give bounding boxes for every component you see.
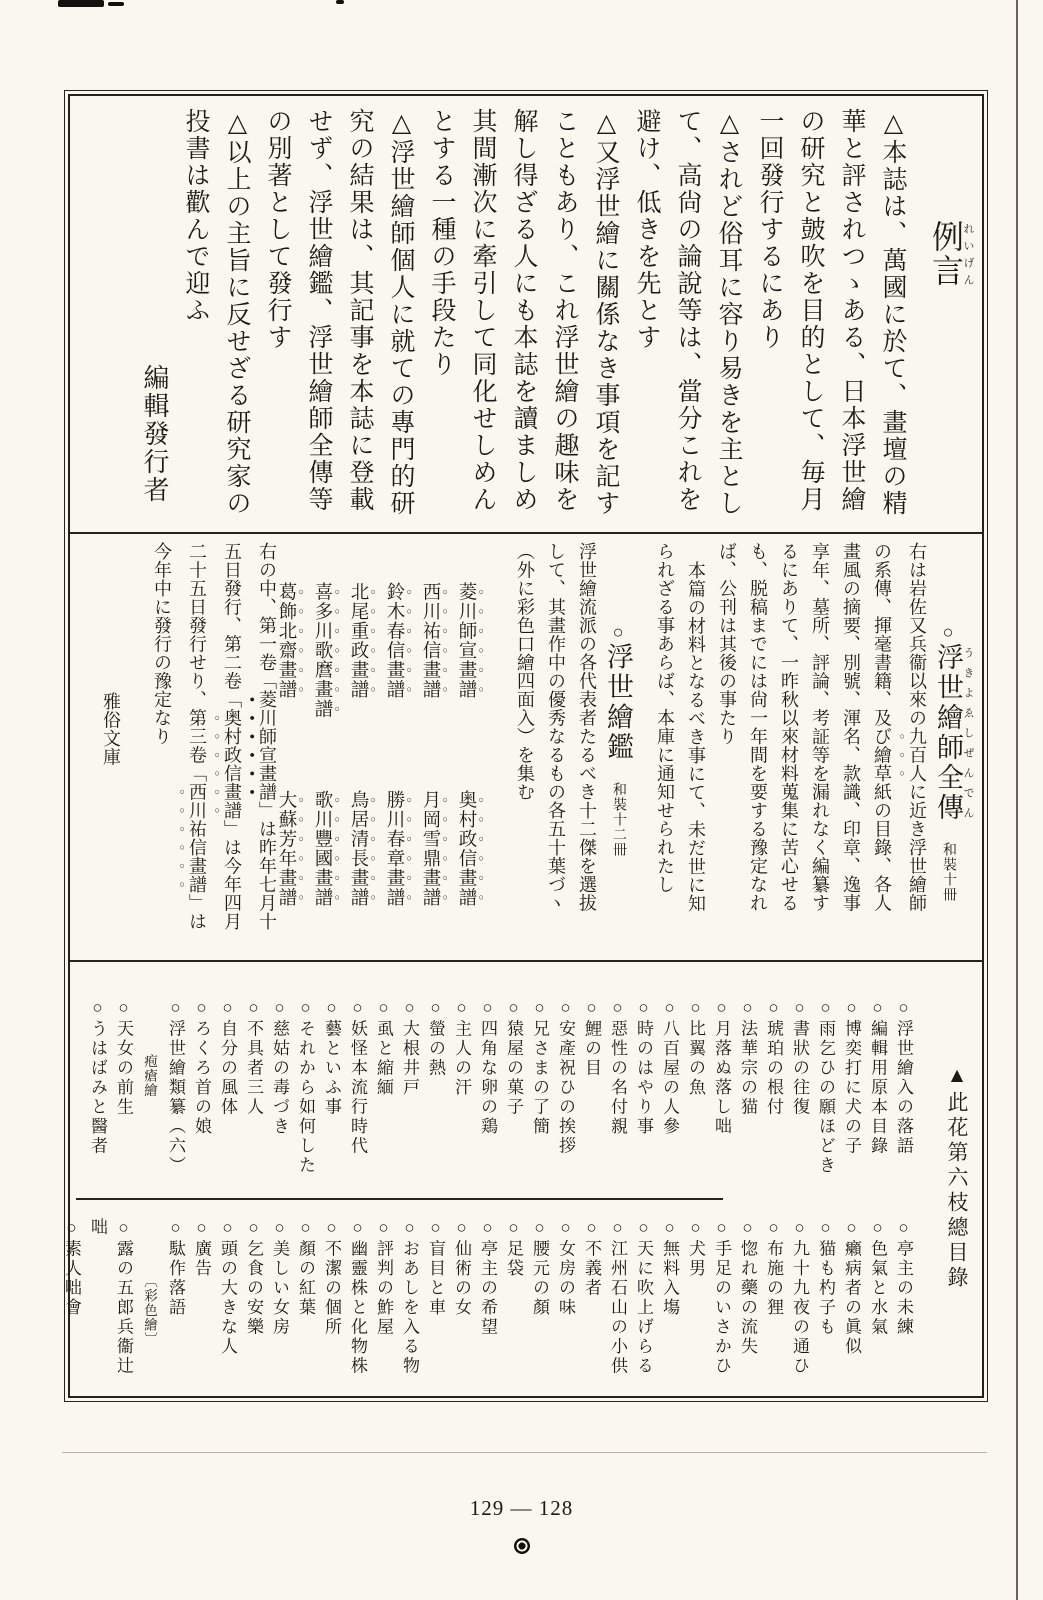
text-column: 浮世繪流派の各代表者たるべき十二傑を選拔 bbox=[577, 542, 597, 912]
contents-item: ○手足のいさかひ bbox=[712, 1218, 731, 1376]
contents-item: ○無料入塲 bbox=[660, 1218, 679, 1318]
contents-item: ○天女の前生 bbox=[114, 998, 133, 1117]
contents-item: ○比翼の魚 bbox=[686, 998, 705, 1098]
text-column: 享年、墓所、評論、考証等を漏れなく編纂す bbox=[810, 542, 830, 912]
page-frame bbox=[64, 90, 988, 1402]
text-column: △本誌は、萬國に於て、畫壇の精 bbox=[879, 108, 906, 517]
contents-item: ○博奕打に犬の子 bbox=[842, 998, 861, 1156]
contents-item: ○顏の紅葉 bbox=[296, 1218, 315, 1318]
book-list bbox=[276, 542, 486, 956]
text-column: も、脱稿までには尙一年間を要する豫定なれ bbox=[748, 542, 768, 912]
contents-item: ○色氣と水氣 bbox=[868, 1218, 887, 1337]
text-column: 投書は歡んで迎ふ bbox=[182, 108, 209, 324]
contents-item: ○八百屋の人參 bbox=[660, 998, 679, 1137]
circle-mark: ○ bbox=[608, 622, 628, 643]
section-divider bbox=[70, 532, 982, 534]
book-title: 鈴木春信畫譜 bbox=[384, 582, 404, 699]
text-column: 右の中、第一卷「菱川師宣畫譜」は昨年七月十 bbox=[257, 542, 277, 931]
text-column: の別著として發行す bbox=[264, 108, 291, 351]
text-column: 避け、低きを先とす bbox=[633, 108, 660, 351]
contents-item: ○幽靈株と化物株 bbox=[348, 1218, 367, 1376]
contents-item: ○美しい女房 bbox=[270, 1218, 289, 1337]
contents-item: ○自分の風体 bbox=[218, 998, 237, 1117]
text-column: とする一種の手段たり bbox=[428, 108, 455, 378]
book-title: 勝川春章畫譜 bbox=[384, 790, 404, 907]
text-column: の研究と皷吹を目的として、毎月 bbox=[797, 108, 824, 513]
page-numbers: 129 — 128 bbox=[469, 1496, 574, 1520]
text-column: 華と評されつゝある、日本浮世繪 bbox=[838, 108, 865, 513]
publisher-name: 雅俗文庫 bbox=[101, 692, 121, 766]
contents-item: ○時のはやり事 bbox=[634, 998, 653, 1137]
contents-item: ○露の五郎兵衞辻咄 bbox=[88, 1218, 133, 1376]
book-title: 鳥居清長畫譜 bbox=[348, 790, 368, 907]
circle-mark: ○ bbox=[938, 622, 958, 643]
contents-item: ○琥珀の根付 bbox=[764, 998, 783, 1117]
contents-sub-label: 疱瘡繪 bbox=[142, 1054, 157, 1098]
contents-item: ○兄さまの了簡 bbox=[530, 998, 549, 1137]
kagami-group bbox=[492, 542, 634, 956]
contents-item: ○おあしを入る物 bbox=[400, 1218, 419, 1376]
contents-item: ○うはばみと醫者 bbox=[88, 998, 107, 1156]
book-title: 歌川豐國畫譜 bbox=[312, 790, 332, 907]
contents-item: ○評判の鮓屋 bbox=[374, 1218, 393, 1337]
contents-item: ○江州石山の小供 bbox=[608, 1218, 627, 1376]
contents-item: ○それから如何した bbox=[296, 998, 315, 1176]
text-column: △以上の主旨に反せざる研究家の bbox=[223, 108, 250, 517]
book-title: 奥村政信畫譜 bbox=[456, 790, 476, 907]
book-title: 北尾重政畫譜 bbox=[348, 582, 368, 699]
contents-item: ○盲目と車 bbox=[426, 1218, 445, 1318]
emphasized-text: 奥村政信畫譜 bbox=[222, 708, 242, 820]
reigen-title-ruby: 例言れいげん bbox=[928, 220, 974, 288]
bullseye-mark bbox=[514, 1538, 530, 1554]
text-column: △又浮世繪に關係なき事項を記す bbox=[592, 108, 619, 517]
contents-item: ○九十九夜の通ひ bbox=[790, 1218, 809, 1376]
text-column: 右は岩佐又兵衞以來の九百人に近き浮世繪師 bbox=[907, 542, 927, 912]
text-column: ば、公刊は其後の事たり bbox=[717, 542, 737, 746]
contents-top-band bbox=[76, 998, 916, 1194]
text-column: 畫風の摘要、別號、渾名、款識、印章、逸事 bbox=[841, 542, 861, 912]
text-column: られざる事あらば、本庫に通知せられたし bbox=[655, 542, 675, 894]
zenden-title-ruby: 浮世繪師全傳 うきよゑしぜんでん bbox=[933, 642, 974, 823]
contents-item: ○ろくろ首の娘 bbox=[192, 998, 211, 1137]
contents-section bbox=[62, 968, 974, 1392]
book-title: 西川祐信畫譜 bbox=[420, 582, 440, 699]
contents-item: ○足袋 bbox=[504, 1218, 523, 1279]
contents-item: ○主人の汗 bbox=[452, 998, 471, 1098]
kagami-title: ○浮世繪鑑 和裝十二冊 bbox=[603, 622, 633, 857]
contents-item: ○藝といふ事 bbox=[322, 998, 341, 1117]
text-column: るにありて、一昨秋以來材料蒐集に苦心せる bbox=[779, 542, 799, 912]
scan-artifact bbox=[108, 2, 124, 6]
text-column: △されど俗耳に容り易きを主とし bbox=[715, 108, 742, 517]
text-column: して、其畫作中の優秀なるもの各五十葉づヽ bbox=[546, 542, 566, 912]
text-column: 一回發行するにあり bbox=[756, 108, 783, 351]
book-list-row-2 bbox=[276, 790, 486, 960]
text-column: 其間漸次に牽引して同化せしめん bbox=[469, 108, 496, 513]
band-divider bbox=[76, 1198, 723, 1200]
reigen-flow bbox=[76, 108, 974, 526]
prospectus-section bbox=[76, 542, 974, 956]
contents-item: ○惡性の名付親 bbox=[608, 998, 627, 1137]
zenden-title bbox=[932, 542, 974, 956]
contents-item: ○駄作落語 bbox=[166, 1218, 185, 1318]
contents-item: ○女房の味 bbox=[556, 1218, 575, 1318]
book-title: 大蘇芳年畫譜 bbox=[276, 790, 296, 907]
editor-signature: 編輯發行者 bbox=[140, 364, 169, 504]
text-column: せず、浮世繪鑑、浮世繪師全傳等 bbox=[305, 108, 332, 513]
scan-artifact bbox=[58, 0, 104, 7]
publisher-group bbox=[80, 542, 126, 956]
contents-item: ○癩病者の眞似 bbox=[842, 1218, 861, 1357]
text-column: （外に彩色口繪四面入）を集む bbox=[515, 542, 535, 801]
contents-item: ○月落ぬ落し咄 bbox=[712, 998, 731, 1137]
binding-note: 和裝十二冊 bbox=[611, 781, 626, 857]
text-column: て、高尙の論說等は、當分これを bbox=[674, 108, 701, 513]
book-title: 月岡雪鼎畫譜 bbox=[420, 790, 440, 907]
text-column: 究の結果は、其記事を本誌に登載 bbox=[346, 108, 373, 513]
contents-item: ○慈姑の毒づき bbox=[270, 998, 289, 1137]
emphasized-text: 菱川師宣畫譜 bbox=[257, 690, 277, 801]
contents-item: ○廣告 bbox=[192, 1218, 211, 1279]
zenden-group bbox=[642, 542, 974, 956]
book-title: 喜多川歌麿畫譜 bbox=[312, 582, 332, 719]
section-divider bbox=[70, 960, 982, 962]
contents-item: ○不義者 bbox=[582, 1218, 601, 1298]
contents-item: ○妖怪本流行時代 bbox=[348, 998, 367, 1156]
footer-rule bbox=[62, 1452, 987, 1453]
text-column: 二十五日發行せり、第三卷「西川祐信畫譜」は bbox=[187, 542, 207, 931]
contents-sub-label: 〔彩色繪〕 bbox=[142, 1274, 157, 1347]
contents-item: ○安產祝ひの挨拶 bbox=[556, 998, 575, 1156]
reigen-section bbox=[76, 108, 974, 526]
contents-item: ○鯉の目 bbox=[582, 998, 601, 1078]
text-column: 本篇の材料となるべき事にて、未だ世に知 bbox=[686, 561, 706, 913]
text-column: 解し得ざる人にも本誌を讀ましめ bbox=[510, 108, 537, 513]
emphasized-text: 西川祐信畫譜 bbox=[187, 782, 207, 894]
page-gutter-line bbox=[1016, 0, 1018, 1600]
publication-schedule-group bbox=[152, 542, 282, 956]
contents-item: ○猫も杓子も bbox=[816, 1218, 835, 1337]
text-column: 今年中に發行の豫定なり bbox=[152, 542, 172, 746]
emphasized-text: 九百人 bbox=[907, 727, 927, 783]
contents-item: ○犬男 bbox=[686, 1218, 705, 1279]
text-column: 五日發行、第二卷「奥村政信畫譜」は今年四月 bbox=[222, 542, 242, 931]
contents-item: ○編輯用原本目錄 bbox=[868, 998, 887, 1156]
contents-item: ○素人咄會 bbox=[62, 1218, 81, 1318]
contents-item: ○浮世繪入の落語 bbox=[894, 998, 913, 1156]
text-column: こともあり、これ浮世繪の趣味を bbox=[551, 108, 578, 513]
scan-artifact bbox=[336, 0, 344, 4]
contents-item: ○天に吹上げらる bbox=[634, 1218, 653, 1376]
contents-item: ○不具者三人 bbox=[244, 998, 263, 1117]
contents-bottom-band bbox=[62, 1218, 916, 1390]
contents-item: ○腰元の顏 bbox=[530, 1218, 549, 1318]
page-frame-inner bbox=[62, 94, 984, 1398]
contents-item: ○亭主の未練 bbox=[894, 1218, 913, 1337]
contents-item: ○虱と縮緬 bbox=[374, 998, 393, 1098]
text-column: の系傳、揮毫書籍、及び繪草紙の目錄、各人 bbox=[872, 542, 892, 912]
contents-item: ○乞食の安樂 bbox=[244, 1218, 263, 1337]
book-title: 菱川師宣畫譜 bbox=[456, 582, 476, 699]
contents-item: ○螢の熱 bbox=[426, 998, 445, 1078]
contents-item: ○惚れ藥の流失 bbox=[738, 1218, 757, 1357]
contents-item: ○書狀の往復 bbox=[790, 998, 809, 1117]
contents-item: ○大根井戸 bbox=[400, 998, 419, 1098]
binding-note: 和裝十冊 bbox=[941, 841, 956, 902]
contents-item: ○布施の狸 bbox=[764, 1218, 783, 1318]
contents-item: ○仙術の女 bbox=[452, 1218, 471, 1318]
book-list-row-1 bbox=[276, 582, 486, 762]
contents-item: ○頭の大きな人 bbox=[218, 1218, 237, 1357]
book-title: 葛飾北齋畫譜 bbox=[276, 582, 296, 699]
contents-item: ○不潔の個所 bbox=[322, 1218, 341, 1337]
contents-item: ○四角な卵の鶏 bbox=[478, 998, 497, 1137]
reigen-title bbox=[919, 108, 974, 526]
contents-item: ○浮世繪類纂（六） bbox=[166, 998, 185, 1176]
text-column: △浮世繪師個人に就ての專門的研 bbox=[387, 108, 414, 517]
contents-item: ○雨乞ひの願ほどき bbox=[816, 998, 835, 1176]
contents-item: ○亭主の希望 bbox=[478, 1218, 497, 1337]
contents-item: ○猿屋の菓子 bbox=[504, 998, 523, 1117]
contents-header: ▲此花第六枝總目錄 bbox=[945, 1063, 969, 1291]
contents-item: ○法華宗の猫 bbox=[738, 998, 757, 1117]
